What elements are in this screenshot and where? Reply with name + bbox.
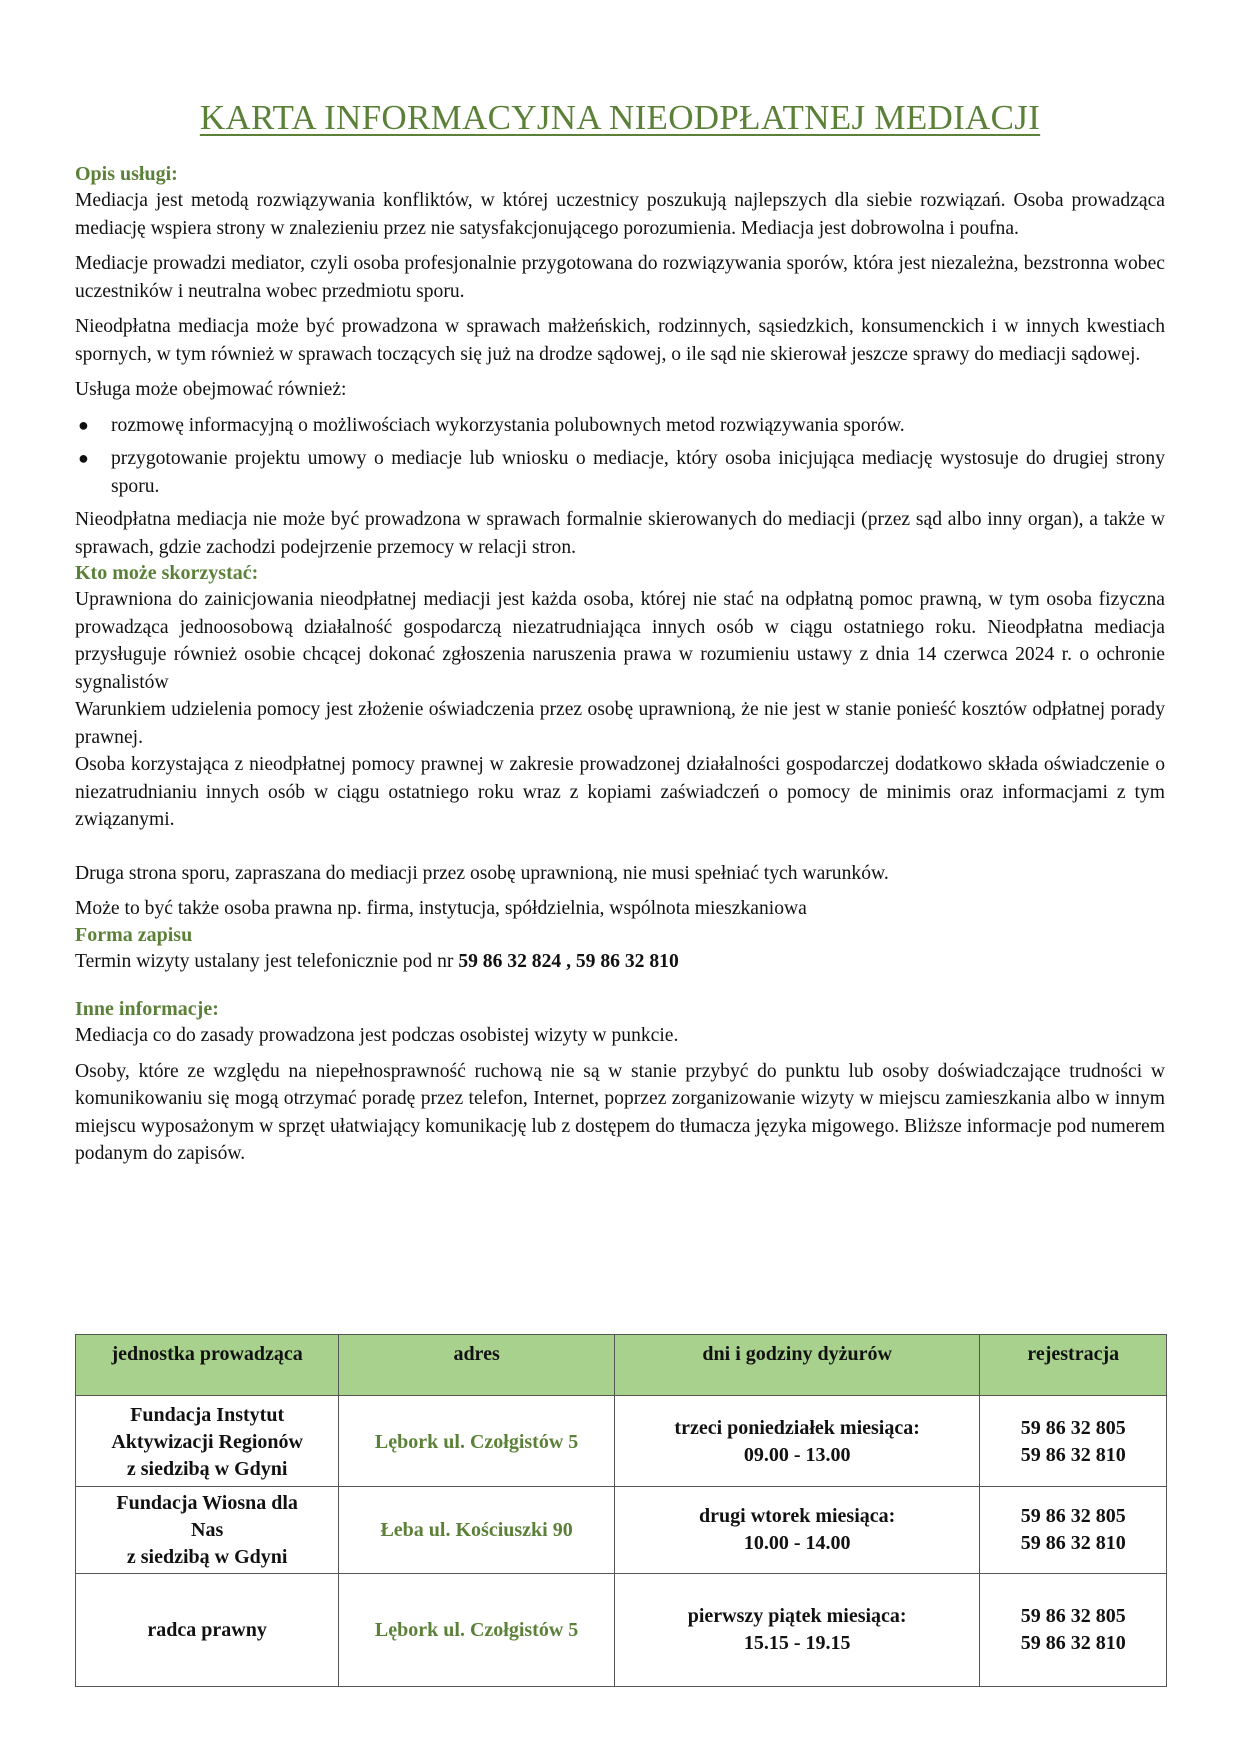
paragraph: Warunkiem udzielenia pomocy jest złożenie oświadczenia przez osobę uprawnioną, że nie jest w stanie ponieść kosztów odpłatnej porady prawnej.	[75, 699, 1165, 748]
cell-registration: 59 86 32 805 59 86 32 810	[980, 1396, 1167, 1487]
registration-text: Termin wizyty ustalany jest telefonicznie pod nr	[75, 950, 459, 972]
cell-schedule: pierwszy piątek miesiąca: 15.15 - 19.15	[614, 1574, 980, 1687]
section-heading-opis: Opis usługi:	[75, 163, 178, 185]
paragraph: Druga strona sporu, zapraszana do mediacji przez osobę uprawnioną, nie musi spełniać tych warunków.	[75, 862, 889, 884]
section-heading-kto: Kto może skorzystać:	[75, 562, 259, 584]
cell-schedule: drugi wtorek miesiąca: 10.00 - 14.00	[614, 1487, 980, 1574]
section-opis-uslugi	[75, 162, 1165, 561]
paragraph: Mediacja jest metodą rozwiązywania konfliktów, w której uczestnicy poszukują najlepszych dla siebie rozwiązań. Osoba prowadząca mediację wspiera strony w znalezieniu przez nie satysfakcjonującego porozumienia. Mediacja jest dobrowolna i poufna.	[75, 190, 1165, 239]
document-title: KARTA INFORMACYJNA NIEODPŁATNEJ MEDIACJI	[199, 98, 1041, 137]
section-kto-moze-skorzystac	[75, 561, 1165, 923]
cell-address: Łeba ul. Kościuszki 90	[339, 1487, 615, 1574]
spacer	[75, 834, 1165, 860]
service-bullet-list	[75, 412, 1165, 501]
table-row	[76, 1487, 1167, 1574]
document-page	[75, 98, 1165, 1176]
list-item	[75, 445, 1165, 500]
cell-address: Lębork ul. Czołgistów 5	[339, 1396, 615, 1487]
paragraph: Mediacja co do zasady prowadzona jest podczas osobistej wizyty w punkcie.	[75, 1025, 679, 1046]
bullet-icon: ●	[78, 414, 89, 435]
table-header-row	[76, 1335, 1167, 1396]
paragraph: Osoby, które ze względu na niepełnosprawność ruchową nie są w stanie przybyć do punktu lub osoby doświadczające trudności w komunikowaniu się mogą otrzymać poradę przez telefon, Internet, poprzez zorganizowanie wizyty w miejscu zamieszkania albo w innym miejscu wyposażonym w sprzęt ułatwiający komunikację lub z dostępem do tłumacza języka migowego. Bliższe informacje pod numerem podanym do zapisów.	[75, 1060, 1165, 1164]
registration-phone-numbers: 59 86 32 824 , 59 86 32 810	[458, 950, 679, 972]
list-item-text: rozmowę informacyjną o możliwościach wykorzystania polubownych metod rozwiązywania sporów.	[111, 414, 905, 436]
list-item	[75, 412, 1165, 440]
cell-registration: 59 86 32 805 59 86 32 810	[980, 1487, 1167, 1574]
paragraph: Może to być także osoba prawna np. firma, instytucja, spółdzielnia, wspólnota mieszkaniowa	[75, 898, 807, 919]
paragraph: Mediacje prowadzi mediator, czyli osoba profesjonalnie przygotowana do rozwiązywania sporów, która jest niezależna, bezstronna wobec uczestników i neutralna wobec przedmiotu sporu.	[75, 253, 1165, 302]
table-row	[76, 1574, 1167, 1687]
cell-unit: Fundacja Wiosna dla Nas z siedzibą w Gdyni	[76, 1487, 339, 1574]
section-forma-zapisu	[75, 923, 1165, 976]
table-row	[76, 1396, 1167, 1487]
cell-registration: 59 86 32 805 59 86 32 810	[980, 1574, 1167, 1687]
section-heading-inne: Inne informacje:	[75, 998, 219, 1020]
list-item-text: przygotowanie projektu umowy o mediacje lub wniosku o mediacje, który osoba inicjująca mediację wystosuje do drugiej strony sporu.	[111, 448, 1165, 497]
cell-unit: radca prawny	[76, 1574, 339, 1687]
paragraph: Uprawniona do zainicjowania nieodpłatnej mediacji jest każda osoba, której nie stać na odpłatną pomoc prawną, w tym osoba fizyczna prowadząca jednoosobową działalność gospodarczą niezatrudniająca innych osób w ciągu ostatniego roku. Nieodpłatna mediacja przysługuje również osobie chcącej dokonać zgłoszenia naruszenia prawa w rozumieniu ustawy z dnia 14 czerwca 2024 r. o ochronie sygnalistów	[75, 589, 1165, 693]
spacer	[75, 975, 1165, 997]
bullet-icon: ●	[78, 448, 89, 468]
column-header-registration: rejestracja	[980, 1335, 1167, 1396]
cell-unit: Fundacja Instytut Aktywizacji Regionów z siedzibą w Gdyni	[76, 1396, 339, 1487]
section-inne-informacje	[75, 997, 1165, 1168]
paragraph: Osoba korzystająca z nieodpłatnej pomocy prawnej w zakresie prowadzonej działalności gospodarczej dodatkowo składa oświadczenie o niezatrudnianiu innych osób w ciągu ostatniego roku wraz z kopiami zaświadczeń o pomocy de minimis oraz informacjami z tym związanymi.	[75, 754, 1165, 830]
paragraph: Usługa może obejmować również:	[75, 379, 347, 400]
column-header-unit: jednostka prowadząca	[76, 1335, 339, 1396]
cell-schedule: trzeci poniedziałek miesiąca: 09.00 - 13.00	[614, 1396, 980, 1487]
section-heading-forma: Forma zapisu	[75, 923, 193, 946]
paragraph: Nieodpłatna mediacja nie może być prowadzona w sprawach formalnie skierowanych do mediacji (przez sąd albo inny organ), a także w sprawach, gdzie zachodzi podejrzenie przemocy w relacji stron.	[75, 509, 1165, 558]
cell-address: Lębork ul. Czołgistów 5	[339, 1574, 615, 1687]
paragraph: Nieodpłatna mediacja może być prowadzona w sprawach małżeńskich, rodzinnych, sąsiedzkich, konsumenckich i w innych kwestiach spornych, w tym również w sprawach toczących się już na drodze sądowej, o ile sąd nie skierował jeszcze sprawy do mediacji sądowej.	[75, 316, 1165, 365]
column-header-schedule: dni i godziny dyżurów	[614, 1335, 980, 1396]
registration-paragraph	[75, 948, 1165, 976]
column-header-address: adres	[339, 1335, 615, 1396]
mediation-points-table	[75, 1334, 1167, 1687]
